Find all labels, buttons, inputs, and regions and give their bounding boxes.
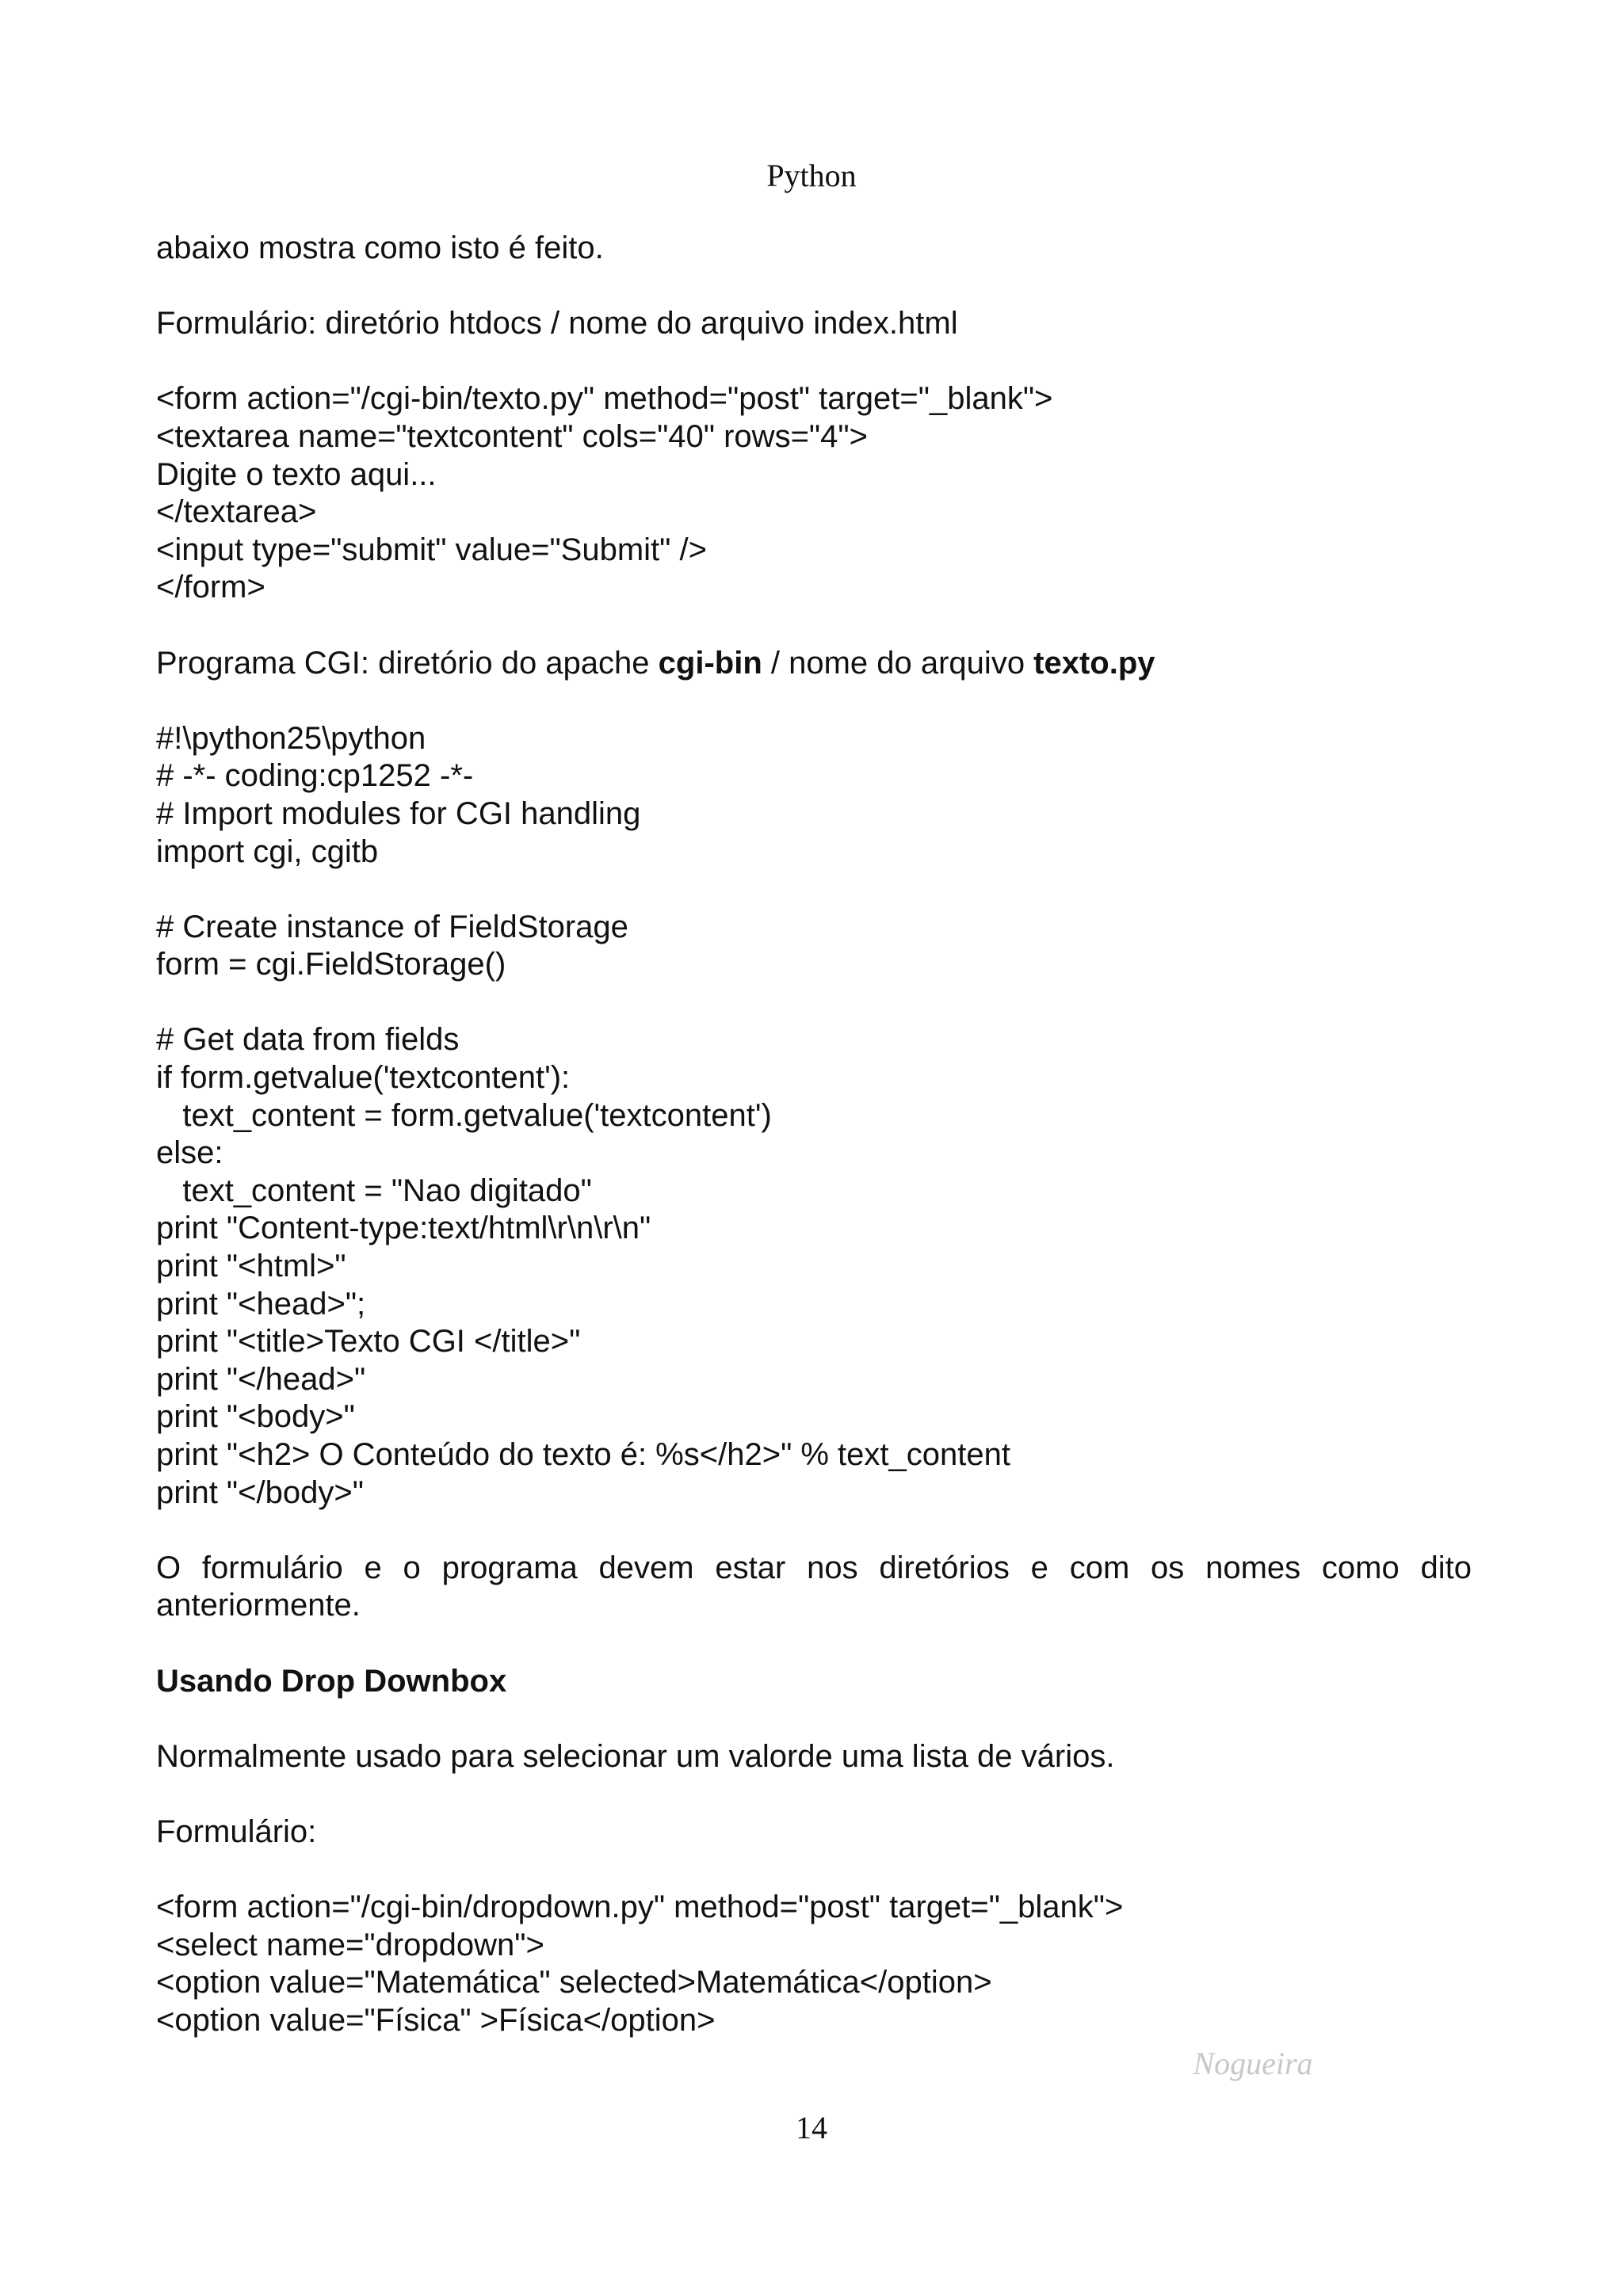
spacer (156, 682, 1472, 720)
code-block-dropdown (156, 1889, 1472, 2039)
code-line: # -*- coding:cp1252 -*- (156, 758, 474, 794)
code-line: #!\python25\python (156, 720, 426, 756)
spacer (156, 1700, 1472, 1738)
paragraph-note: O formulário e o programa devem estar nos diretórios e com os nomes como dito (156, 1550, 1472, 1585)
section-heading: Usando Drop Downbox (156, 1663, 507, 1699)
code-block-form (156, 380, 1472, 607)
page-number: 14 (796, 2110, 827, 2145)
code-line: <form action="/cgi-bin/texto.py" method="post" target="_blank"> (156, 381, 1053, 417)
code-line: import cgi, cgitb (156, 833, 379, 869)
paragraph-intro: abaixo mostra como isto é feito. (156, 231, 604, 265)
code-line: # Get data from fields (156, 1022, 460, 1058)
document-body (156, 230, 1472, 2040)
paragraph-description: Normalmente usado para selecionar um valorde uma lista de vários. (156, 1738, 1115, 1774)
code-line: # Import modules for CGI handling (156, 795, 641, 831)
code-line: else: (156, 1135, 223, 1171)
signature-watermark (1178, 2035, 1328, 2098)
code-line: </textarea> (156, 494, 317, 530)
caption-text: Programa CGI: diretório do apache (156, 645, 659, 681)
spacer (156, 1512, 1472, 1550)
code-line: print "<body>" (156, 1399, 355, 1435)
code-line: <select name="dropdown"> (156, 1927, 544, 1962)
code-line: form = cgi.FieldStorage() (156, 947, 506, 982)
code-line: print "<h2> O Conteúdo do texto é: %s</h2>" % text_content (156, 1437, 1010, 1472)
form-caption: Formulário: (156, 1814, 317, 1849)
code-line: print "</body>" (156, 1474, 364, 1510)
code-line: </form> (156, 570, 265, 605)
page-header: Python (766, 158, 857, 193)
spacer (156, 1852, 1472, 1890)
code-block-cgi (156, 720, 1472, 1512)
code-line: print "<title>Texto CGI </title>" (156, 1324, 581, 1360)
directory-name: cgi-bin (658, 645, 762, 681)
spacer (156, 1625, 1472, 1663)
caption-text: / nome do arquivo (762, 645, 1034, 681)
code-line: <form action="/cgi-bin/dropdown.py" method="post" target="_blank"> (156, 1890, 1124, 1925)
code-line: text_content = "Nao digitado" (156, 1173, 592, 1208)
code-line: <option value="Matemática" selected>Matemática</option> (156, 1965, 992, 2000)
form-file-caption: Formulário: diretório htdocs / nome do arquivo index.html (156, 306, 958, 341)
file-name: texto.py (1033, 645, 1155, 681)
code-line: if form.getvalue('textcontent'): (156, 1060, 571, 1096)
code-line: print "Content-type:text/html\r\n\r\n" (156, 1211, 651, 1246)
code-line: <option value="Física" >Física</option> (156, 2002, 716, 2038)
code-line: text_content = form.getvalue('textcontent') (156, 1097, 772, 1133)
spacer (156, 607, 1472, 645)
spacer (156, 871, 1472, 909)
spacer (156, 268, 1472, 306)
paragraph-note-continued: anteriormente. (156, 1588, 361, 1623)
spacer (156, 984, 1472, 1022)
code-line: print "<html>" (156, 1249, 346, 1284)
code-line: Digite o texto aqui... (156, 456, 437, 492)
spacer (156, 1775, 1472, 1814)
code-line: <textarea name="textcontent" cols="40" rows="4"> (156, 418, 868, 454)
code-line: print "</head>" (156, 1361, 366, 1397)
code-line: <input type="submit" value="Submit" /> (156, 532, 707, 567)
signature-text: Nogueira (1193, 2046, 1313, 2081)
code-line: # Create instance of FieldStorage (156, 909, 628, 944)
code-line: print "<head>"; (156, 1286, 366, 1322)
spacer (156, 343, 1472, 381)
cgi-program-caption (156, 645, 1472, 683)
